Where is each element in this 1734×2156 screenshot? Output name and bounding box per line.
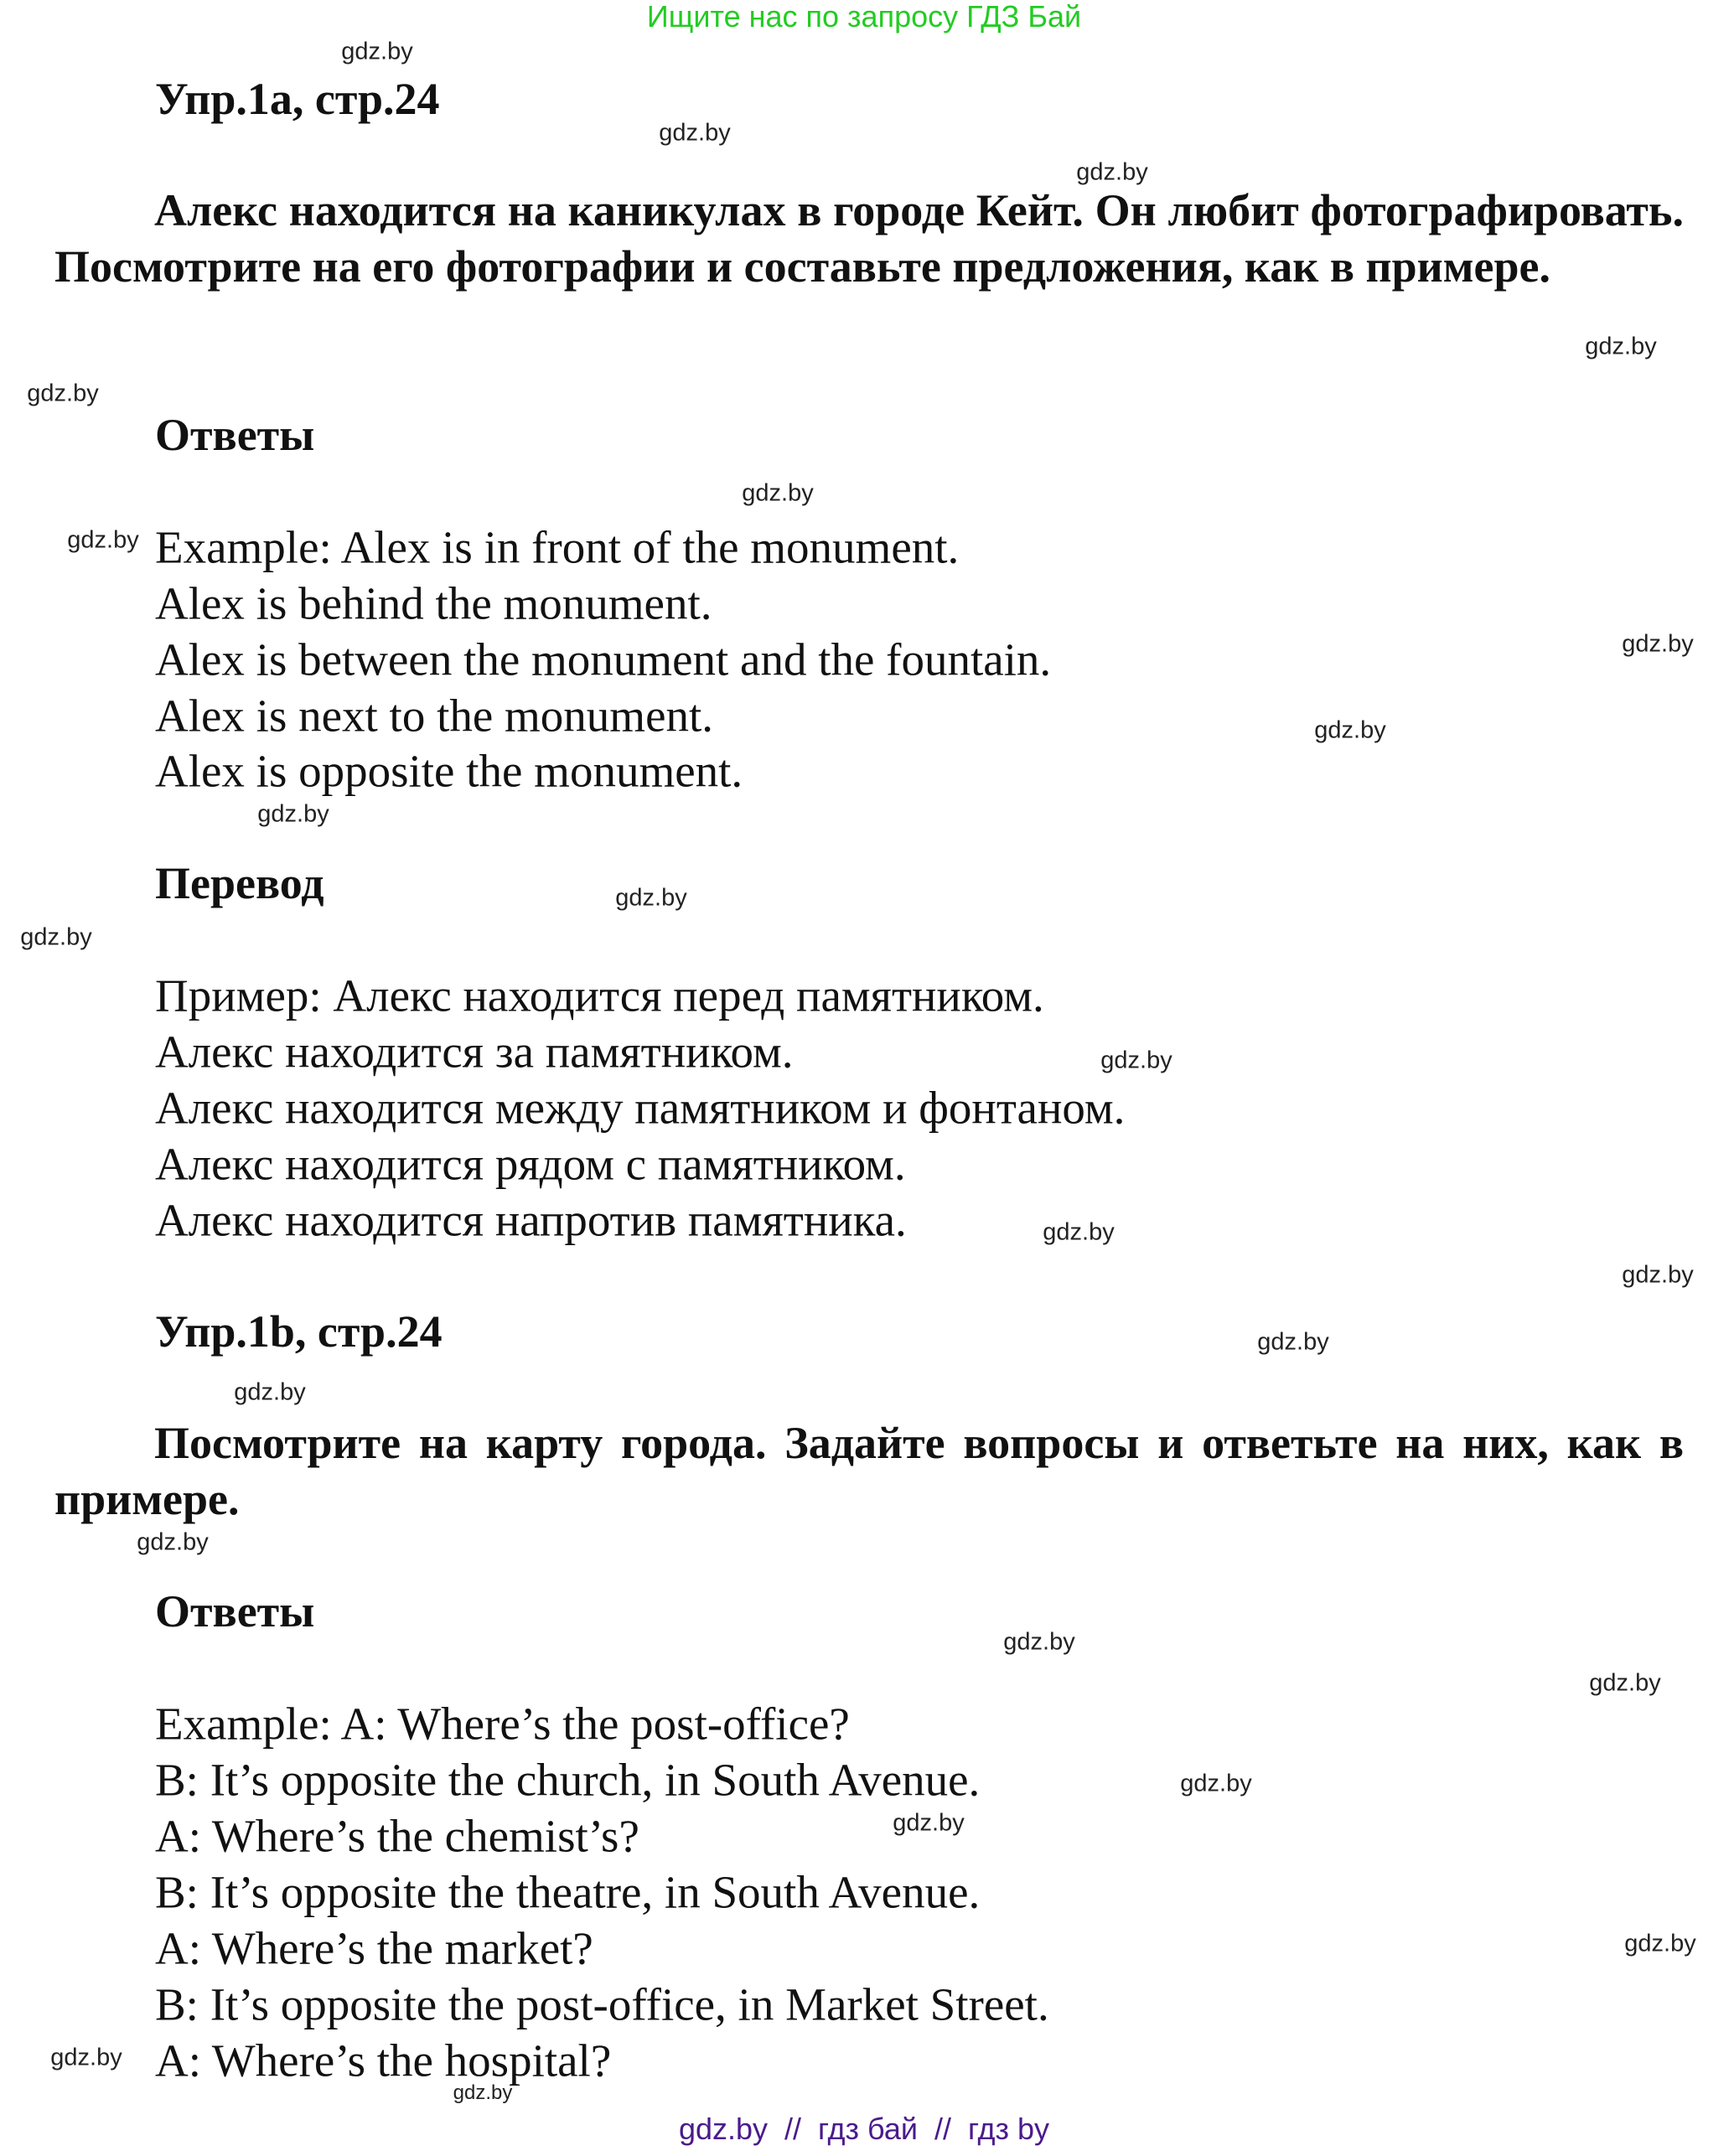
dialogue-line: A: Where’s the hospital? — [155, 2034, 612, 2086]
dialogue-line: A: Where’s the market? — [155, 1922, 593, 1974]
footer-links[interactable]: gdz.by // гдз бай // гдз by — [678, 2112, 1050, 2146]
watermark: gdz.by — [1585, 333, 1657, 360]
watermark: gdz.by — [1076, 158, 1148, 186]
watermark: gdz.by — [1622, 1261, 1694, 1289]
dialogue-line: A: Where’s the chemist’s? — [155, 1810, 639, 1862]
exercise-1a-title: Упр.1a, стр.24 — [155, 74, 440, 124]
top-banner[interactable]: Ищите нас по запросу ГДЗ Бай — [646, 0, 1082, 34]
watermark: gdz.by — [1100, 1047, 1172, 1074]
watermark: gdz.by — [453, 2081, 513, 2104]
watermark: gdz.by — [50, 2044, 122, 2071]
watermark: gdz.by — [1180, 1770, 1252, 1797]
translation-line: Алекс находится между памятником и фонтаном. — [155, 1082, 1126, 1134]
watermark: gdz.by — [742, 479, 814, 507]
answer-line: Alex is behind the monument. — [155, 577, 712, 629]
watermark: gdz.by — [27, 380, 99, 407]
watermark: gdz.by — [893, 1809, 965, 1837]
exercise-1b-task: Посмотрите на карту города. Задайте вопросы и ответьте на них, как в примере. — [54, 1418, 1684, 1524]
exercise-1a-answers-heading: Ответы — [155, 410, 315, 460]
watermark: gdz.by — [1624, 1930, 1696, 1957]
exercise-1b-title: Упр.1b, стр.24 — [155, 1306, 443, 1357]
dialogue-line: B: It’s opposite the post-office, in Market Street. — [155, 1978, 1049, 2030]
watermark: gdz.by — [1043, 1218, 1115, 1246]
watermark: gdz.by — [1589, 1669, 1661, 1697]
watermark: gdz.by — [234, 1378, 306, 1406]
answer-line: Alex is between the monument and the fountain. — [155, 633, 1052, 685]
watermark: gdz.by — [257, 800, 329, 828]
watermark: gdz.by — [1622, 630, 1694, 658]
translation-line: Алекс находится напротив памятника. — [155, 1194, 907, 1246]
translation-line: Алекс находится за памятником. — [155, 1026, 794, 1078]
translation-line: Алекс находится рядом с памятником. — [155, 1138, 906, 1190]
dialogue-line: B: It’s opposite the theatre, in South Avenue. — [155, 1866, 981, 1918]
answer-line: Alex is opposite the monument. — [155, 745, 743, 797]
answer-line: Example: Alex is in front of the monument. — [155, 521, 960, 573]
exercise-1a-translation-heading: Перевод — [155, 858, 324, 908]
watermark: gdz.by — [1314, 716, 1386, 744]
answer-line: Alex is next to the monument. — [155, 690, 714, 742]
dialogue-line: Example: A: Where’s the post-office? — [155, 1698, 850, 1750]
watermark: gdz.by — [1257, 1328, 1329, 1356]
watermark: gdz.by — [67, 526, 139, 554]
watermark: gdz.by — [20, 923, 92, 951]
watermark: gdz.by — [659, 119, 731, 147]
translation-line: Пример: Алекс находится перед памятником. — [155, 969, 1044, 1021]
exercise-1a-task: Алекс находится на каникулах в городе Кейт. Он любит фотографировать. Посмотрите на его фотографии и составьте предложения, как в примере. — [54, 185, 1684, 292]
exercise-1b-answers-heading: Ответы — [155, 1586, 315, 1636]
watermark: gdz.by — [137, 1528, 209, 1556]
watermark: gdz.by — [615, 884, 687, 912]
watermark: gdz.by — [341, 38, 413, 65]
watermark: gdz.by — [1003, 1628, 1075, 1656]
dialogue-line: B: It’s opposite the church, in South Avenue. — [155, 1754, 981, 1806]
